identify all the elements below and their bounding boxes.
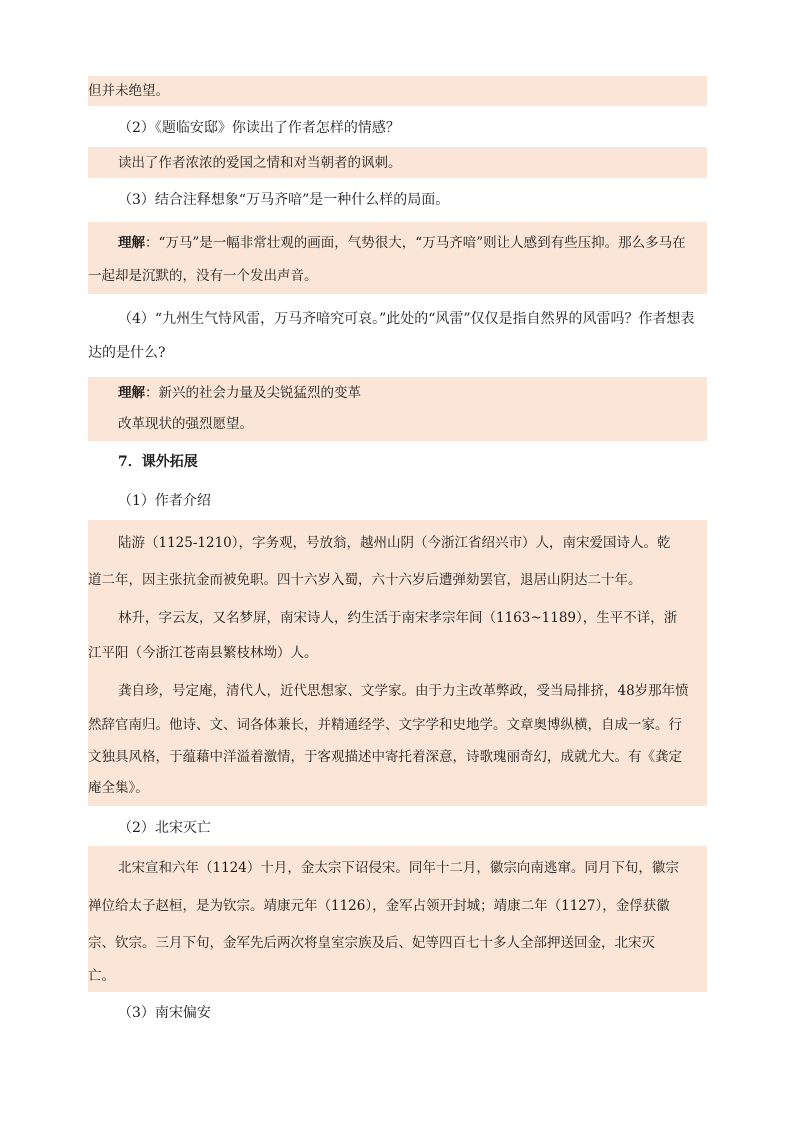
question-4-line-1: （4）“九州生气恃风雷，万马齐喑究可哀。”此处的“风雷”仅仅是指自然界的风雷吗？作者想表 <box>118 311 695 327</box>
north-song-line-2: 禅位给太子赵桓，是为钦宗。靖康元年（1126），金军占领开封城；靖康二年（1127），金俘获徽 <box>88 898 670 914</box>
answer-block-top <box>88 76 707 106</box>
north-song-line-3: 宗、钦宗。三月下旬，金军先后两次将皇室宗族及后、妃等四百七十多人全部押送回金，北宋灭 <box>88 935 655 951</box>
answer-4-line-2: 改革现状的强烈愿望。 <box>118 416 253 432</box>
answer-4-text: ：新兴的社会力量及尖锐猛烈的变革 <box>145 385 361 401</box>
gong-zizhen-line-1: 龚自珍，号定庵，清代人，近代思想家、文学家。由于力主改革弊政，受当局排挤，48岁那年愤 <box>118 683 689 699</box>
lin-sheng-line-1: 林升，字云友，又名梦屏，南宋诗人，约生活于南宋孝宗年间（1163~1189），生平不详，浙 <box>118 610 678 626</box>
gong-zizhen-line-3: 文独具风格，于蕴藉中洋溢着激情，于客观描述中寄托着深意，诗歌瑰丽奇幻，成就尤大。有《龚定 <box>88 749 682 765</box>
lin-sheng-line-2: 江平阳（今浙江苍南县繁枝林坳）人。 <box>88 645 318 661</box>
gong-zizhen-line-4: 庵全集》。 <box>88 780 149 796</box>
north-song-line-4: 亡。 <box>88 968 115 984</box>
answer-3-text: ：“万马”是一幅非常壮观的画面，气势很大，“万马齐喑”则让人感到有些压抑。那么多马在 <box>145 235 686 251</box>
subsection-south-song: （3）南宋偏安 <box>118 1005 211 1021</box>
lu-you-line-1: 陆游（1125-1210），字务观，号放翁，越州山阴（今浙江省绍兴市）人，南宋爱国诗人。乾 <box>118 535 671 551</box>
lu-you-line-2: 道二年，因主张抗金而被免职。四十六岁入蜀，六十六岁后遭弹劾罢官，退居山阴达二十年。 <box>88 572 642 588</box>
answer-3-line-1 <box>118 235 686 251</box>
subsection-author-intro: （1）作者介绍 <box>118 493 211 509</box>
section-heading-7: 7．课外拓展 <box>118 454 198 470</box>
question-4-line-2: 达的是什么? <box>88 345 166 361</box>
question-2: （2）《题临安邸》你读出了作者怎样的情感？ <box>118 120 400 136</box>
answer-3-label: 理解 <box>118 235 145 251</box>
gong-zizhen-line-2: 然辞官南归。他诗、文、词各体兼长，并精通经学、文字学和史地学。文章奥博纵横，自成一家。行 <box>88 717 682 733</box>
answer-top-text: 但并未绝望。 <box>88 83 169 99</box>
question-3: （3）结合注释想象“万马齐喑”是一种什么样的局面。 <box>118 192 450 208</box>
answer-3-line-2: 一起却是沉默的，没有一个发出声音。 <box>88 268 318 284</box>
answer-4-line-1 <box>118 385 361 401</box>
answer-4-label: 理解 <box>118 385 145 401</box>
answer-2: 读出了作者浓浓的爱国之情和对当朝者的讽刺。 <box>118 155 402 171</box>
subsection-north-song: （2）北宋灭亡 <box>118 820 211 836</box>
north-song-line-1: 北宋宣和六年（1124）十月，金太宗下诏侵宋。同年十二月，徽宗向南逃窜。同月下旬，徽宗 <box>118 860 679 876</box>
